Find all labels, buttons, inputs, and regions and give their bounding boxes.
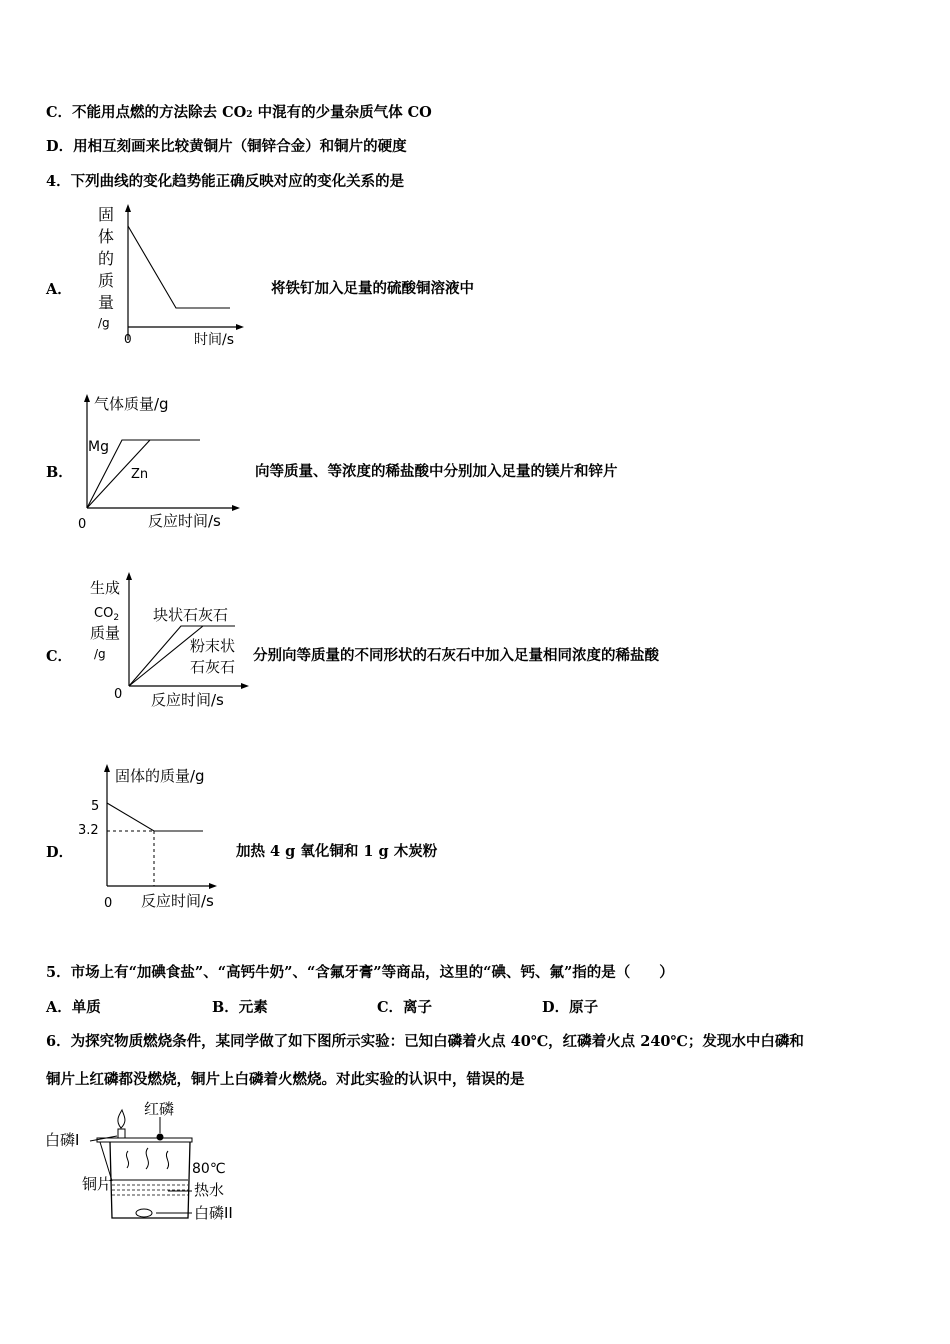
q5-option-c: C．离子 (377, 999, 433, 1016)
graph-c-x-arrow (241, 683, 249, 689)
graph-d-ylabel: 固体的质量/g (115, 767, 205, 785)
steam-icon (166, 1151, 168, 1169)
option-c-text-post: 中混有的少量杂质气体 CO (252, 104, 432, 121)
graph-c-ylabel-line3: 质量 (90, 624, 121, 642)
co2-subscript: 2 (246, 110, 253, 120)
graph-b-label-mg: Mg (88, 439, 109, 455)
graph-a-y-arrow (125, 204, 131, 212)
graph-a-ylabel-char: 固 (98, 205, 115, 224)
combustion-apparatus (40, 1095, 270, 1225)
graph-b-y-arrow (84, 394, 90, 402)
q4-option-b-text: 向等质量、等浓度的稀盐酸中分别加入足量的镁片和锌片 (255, 463, 618, 480)
label-white-phosphorus-2: 白磷II (194, 1204, 233, 1222)
graph-a-ylabel-char: 量 (98, 293, 115, 312)
graph-c-origin: 0 (114, 687, 123, 702)
graph-a-ylabel-char: 体 (98, 227, 115, 246)
graph-c-series-powder (129, 626, 203, 686)
graph-c-xlabel: 反应时间/s (151, 691, 224, 709)
white-phosphorus-1 (118, 1129, 125, 1138)
graph-b-ylabel: 气体质量/g (94, 395, 169, 413)
white-phosphorus-2 (136, 1209, 152, 1217)
steam-icon (126, 1151, 128, 1168)
graph-c (85, 568, 260, 713)
q4-option-b-label: B． (46, 464, 73, 481)
graph-b-x-arrow (232, 505, 240, 511)
graph-c-ylabel-sub: 2 (113, 613, 120, 623)
graph-a-yunit: /g (98, 316, 110, 330)
q4-option-a-label: A． (46, 281, 72, 298)
copper-plate (97, 1138, 192, 1142)
option-c-line (46, 104, 432, 124)
graph-b (70, 390, 250, 535)
question-6-line2: 铜片上红磷都没燃烧，铜片上白磷着火燃烧。对此实验的认识中，错误的是 (46, 1071, 525, 1088)
graph-c-y-arrow (126, 572, 132, 580)
svg-text:CO2 (94, 606, 119, 623)
steam-icon (146, 1148, 148, 1169)
graph-d-xlabel: 反应时间/s (141, 892, 214, 910)
q4-option-d-text: 加热 4 g 氧化铜和 1 g 木炭粉 (236, 843, 438, 860)
graph-c-label-powder-1: 粉末状 (190, 637, 236, 655)
graph-d-y-arrow (104, 764, 110, 772)
graph-a (90, 200, 250, 350)
q4-option-c-label: C． (46, 648, 73, 665)
q4-option-a-text: 将铁钉加入足量的硫酸铜溶液中 (271, 280, 474, 297)
graph-c-ylabel-line1: 生成 (90, 579, 121, 597)
label-red-phosphorus: 红磷 (144, 1100, 175, 1118)
graph-c-yunit: /g (94, 647, 106, 661)
label-hot-water: 热水 (194, 1181, 225, 1199)
label-copper-plate: 铜片 (82, 1175, 113, 1193)
graph-c-label-powder-2: 石灰石 (190, 658, 236, 676)
graph-d-origin: 0 (104, 896, 113, 911)
label-temperature: 80℃ (192, 1161, 226, 1177)
graph-d-curve (107, 803, 203, 831)
graph-d (75, 760, 240, 910)
graph-a-x-arrow (236, 324, 244, 330)
question-4-stem: 4．下列曲线的变化趋势能正确反映对应的变化关系的是 (46, 173, 405, 190)
question-6-line1: 6．为探究物质燃烧条件，某同学做了如下图所示实验：已知白磷着火点 40℃，红磷着火点 240℃；发现水中白磷和 (46, 1033, 804, 1050)
option-c-label: C． (46, 104, 73, 121)
graph-d-y-start: 5 (91, 799, 100, 814)
q4-option-d-label: D． (46, 844, 74, 861)
flame-icon (118, 1110, 125, 1128)
q5-option-a: A．单质 (46, 999, 101, 1016)
graph-b-xlabel: 反应时间/s (148, 512, 221, 530)
graph-b-origin: 0 (78, 517, 87, 532)
q4-option-c-text: 分别向等质量的不同形状的石灰石中加入足量相同浓度的稀盐酸 (253, 647, 659, 664)
graph-c-label-lump: 块状石灰石 (153, 606, 229, 624)
graph-d-x-arrow (209, 883, 217, 889)
graph-c-series-lump (129, 626, 235, 686)
graph-a-ylabel-char: 质 (98, 271, 115, 290)
graph-d-y-end: 3.2 (78, 823, 99, 838)
red-phosphorus (157, 1134, 164, 1141)
graph-b-label-zn: Zn (131, 467, 149, 482)
graph-c-ylabel-co: CO (94, 606, 114, 621)
q5-option-d: D．原子 (542, 999, 599, 1016)
option-d-line: D．用相互刻画来比较黄铜片（铜锌合金）和铜片的硬度 (46, 138, 407, 155)
question-5-stem: 5．市场上有“加碘食盐”、“高钙牛奶”、“含氟牙膏”等商品，这里的“碘、钙、氟”指的是（ ） (46, 964, 674, 981)
graph-a-origin: 0 (124, 332, 132, 346)
graph-a-xlabel: 时间/s (194, 332, 235, 348)
graph-a-curve (128, 226, 230, 308)
graph-a-ylabel-char: 的 (98, 249, 115, 268)
q5-option-b: B．元素 (212, 999, 268, 1016)
option-c-text-pre: 不能用点燃的方法除去 CO (72, 104, 247, 121)
label-white-phosphorus-1: 白磷I (45, 1131, 80, 1149)
